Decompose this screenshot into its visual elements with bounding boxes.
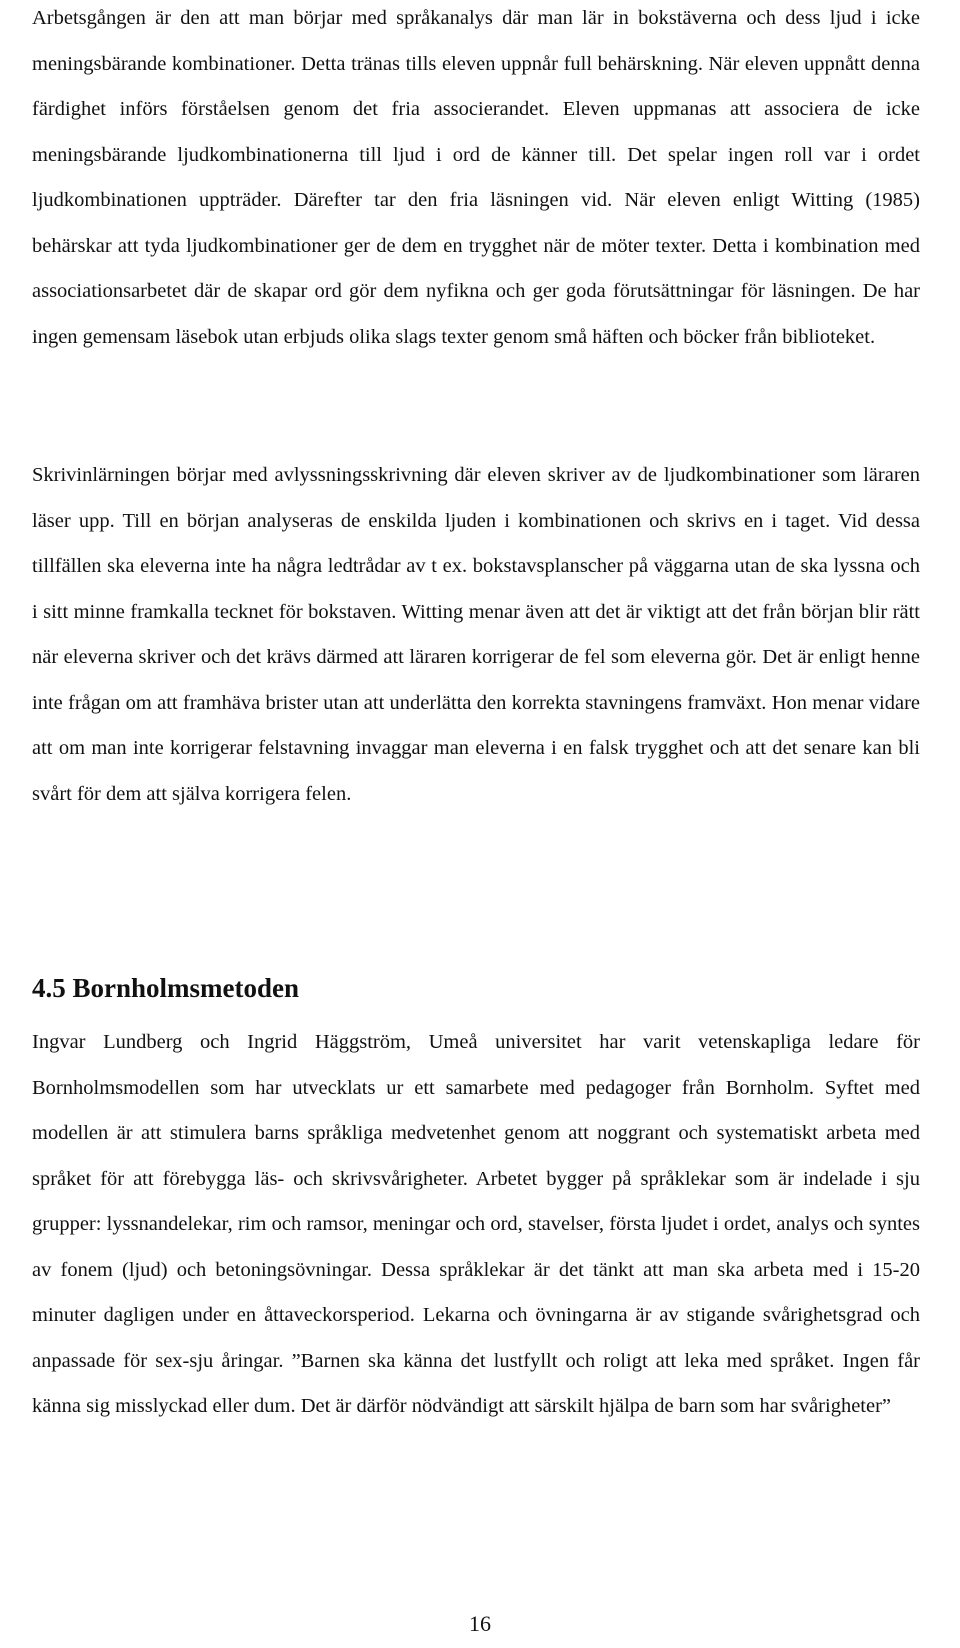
section-heading: 4.5 Bornholmsmetoden	[32, 973, 300, 1003]
page-number: 16	[469, 1611, 491, 1636]
section-paragraph: Ingvar Lundberg och Ingrid Häggström, Umeå universitet har varit vetenskapliga ledare för Bornholmsmodellen som har utvecklats ur ett samarbete med pedagoger från Bornholm. Syftet med modellen är att stimulera barns språkliga medvetenhet genom att noggrant och systematiskt arbeta med språket för att förebygga läs- och skrivsvårigheter. Arbetet bygger på språklekar som är indelade i sju grupper: lyssnandelekar, rim och ramsor, meningar och ord, stavelser, första ljudet i ordet, analys och syntes av fonem (ljud) och betoningsövningar. Dessa språklekar är det tänkt att man ska arbeta med i 15-20 minuter dagligen under en åttaveckorsperiod. Lekarna och övningarna är av stigande svårighetsgrad och anpassade för sex-sju åringar. ”Barnen ska känna det lustfyllt och roligt att leka med språket. Ingen får känna sig misslyckad eller dum. Det är därför nödvändigt att särskilt hjälpa de barn som har svårigheter”	[32, 1031, 920, 1417]
body-paragraph: Skrivinlärningen börjar med avlyssningsskrivning där eleven skriver av de ljudkombinationer som läraren läser upp. Till en början analyseras de enskilda ljuden i kombinationen och skrivs en i taget. Vid dessa tillfällen ska eleverna inte ha några ledtrådar av t ex. bokstavsplanscher på väggarna utan de ska lyssna och i sitt minne framkalla tecknet för bokstaven. Witting menar även att det är viktigt att det från början blir rätt när eleverna skriver och det krävs därmed att läraren korrigerar de fel som eleverna gör. Det är enligt henne inte frågan om att framhäva brister utan att underlätta den korrekta stavningens framväxt. Hon menar vidare att om man inte korrigerar felstavning invaggar man eleverna i en falsk trygghet och att det senare kan bli svårt för dem att själva korrigera felen.	[32, 464, 920, 805]
body-paragraph: Arbetsgången är den att man börjar med språkanalys där man lär in bokstäverna och dess ljud i icke meningsbärande kombinationer. Detta tränas tills eleven uppnår full behärskning. När eleven uppnått denna färdighet införs förståelsen genom det fria associerandet. Eleven uppmanas att associera de icke meningsbärande ljudkombinationerna till ljud i ord de känner till. Det spelar ingen roll var i ordet ljudkombinationen uppträder. Därefter tar den fria läsningen vid. När eleven enligt Witting (1985) behärskar att tyda ljudkombinationer ger de dem en trygghet när de möter texter. Detta i kombination med associationsarbetet där de skapar ord gör dem nyfikna och ger goda förutsättningar för läsningen. De har ingen gemensam läsebok utan erbjuds olika slags texter genom små häften och böcker från biblioteket.	[32, 7, 920, 348]
